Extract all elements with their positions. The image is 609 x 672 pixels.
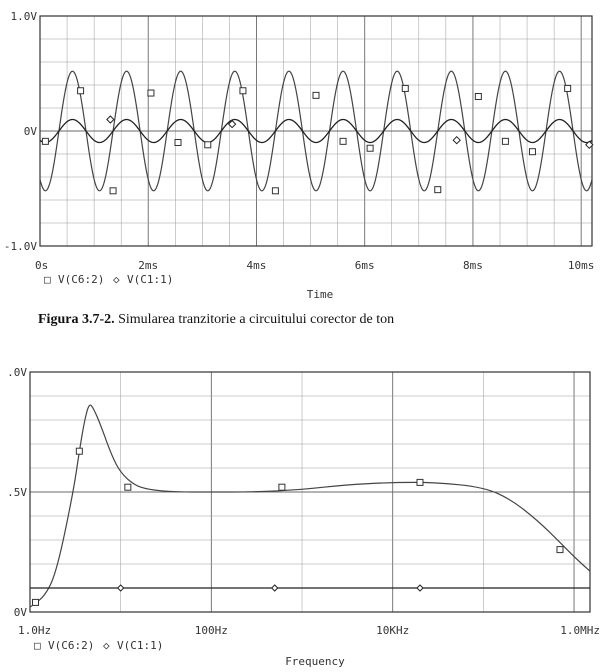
legend-label-v-c6-2: V(C6:2) [48, 639, 95, 652]
marker-diamond-v-c1-1 [417, 585, 423, 591]
marker-square-v-c6-2 [148, 90, 154, 96]
x-tick-label: 1.0MHz [560, 624, 601, 637]
x-tick-label: 4ms [246, 259, 267, 272]
transient-markers [42, 85, 592, 193]
marker-square-v-c6-2 [340, 138, 346, 144]
marker-square-v-c6-2 [76, 448, 82, 454]
marker-square-v-c6-2 [279, 484, 285, 490]
legend-symbol-diamond: ◇ [113, 273, 120, 286]
transient-legend [44, 273, 173, 286]
marker-square-v-c6-2 [367, 145, 373, 151]
marker-square-v-c6-2 [175, 140, 181, 146]
frequency-x-tick-labels [18, 624, 600, 637]
x-tick-label: 100Hz [194, 624, 228, 637]
marker-square-v-c6-2 [125, 484, 131, 490]
transient-x-axis-label: Time [306, 288, 334, 301]
marker-diamond-v-c1-1 [107, 116, 114, 123]
marker-square-v-c6-2 [205, 142, 211, 148]
frequency-legend [34, 639, 163, 652]
series-line-v-c6-2-frequency [30, 405, 590, 607]
marker-square-v-c6-2 [240, 88, 246, 94]
marker-square-v-c6-2 [402, 85, 408, 91]
marker-diamond-v-c1-1 [272, 585, 278, 591]
y-tick-label: 1.0V [10, 10, 37, 23]
x-tick-label: 2ms [138, 259, 159, 272]
x-tick-label: 10ms [567, 259, 595, 272]
y-tick-label: 0V [23, 125, 37, 138]
legend-symbol-square: □ [44, 273, 51, 286]
transient-x-tick-labels [35, 259, 594, 272]
marker-diamond-v-c1-1 [118, 585, 124, 591]
legend-label-v-c1-1: V(C1:1) [127, 273, 174, 286]
marker-square-v-c6-2 [110, 188, 116, 194]
x-tick-label: 6ms [354, 259, 375, 272]
transient-y-tick-labels [4, 10, 37, 253]
transient-chart [4, 10, 595, 301]
figure-caption-text: Simularea tranzitorie a circuitului corector de ton [114, 312, 395, 327]
marker-square-v-c6-2 [475, 94, 481, 100]
frequency-y-tick-labels [7, 366, 27, 619]
figure-caption-label: Figura 3.7-2. [38, 312, 115, 327]
legend-label-v-c6-2: V(C6:2) [58, 273, 105, 286]
figure-caption [38, 312, 394, 327]
marker-diamond-v-c1-1 [453, 137, 460, 144]
legend-symbol-diamond: ◇ [103, 639, 110, 652]
frequency-x-axis-label: Frequency [285, 655, 345, 668]
marker-square-v-c6-2 [502, 138, 508, 144]
frequency-grid [30, 372, 590, 612]
marker-square-v-c6-2 [272, 188, 278, 194]
marker-square-v-c6-2 [565, 85, 571, 91]
y-tick-label: 0V [13, 606, 27, 619]
marker-square-v-c6-2 [529, 149, 535, 155]
marker-square-v-c6-2 [417, 479, 423, 485]
x-tick-label: 10KHz [376, 624, 410, 637]
marker-square-v-c6-2 [78, 88, 84, 94]
x-tick-label: 1.0Hz [18, 624, 52, 637]
frequency-chart [7, 366, 600, 668]
marker-square-v-c6-2 [557, 547, 563, 553]
marker-square-v-c6-2 [435, 187, 441, 193]
legend-label-v-c1-1: V(C1:1) [117, 639, 164, 652]
marker-square-v-c6-2 [33, 599, 39, 605]
y-tick-label: .0V [7, 366, 27, 379]
x-tick-label: 8ms [463, 259, 483, 272]
y-tick-label: .5V [7, 486, 27, 499]
x-tick-label: 0s [35, 259, 49, 272]
y-tick-label: -1.0V [3, 240, 37, 253]
transient-grid [40, 16, 592, 246]
marker-square-v-c6-2 [42, 138, 48, 144]
marker-square-v-c6-2 [313, 92, 319, 98]
legend-symbol-square: □ [34, 639, 41, 652]
